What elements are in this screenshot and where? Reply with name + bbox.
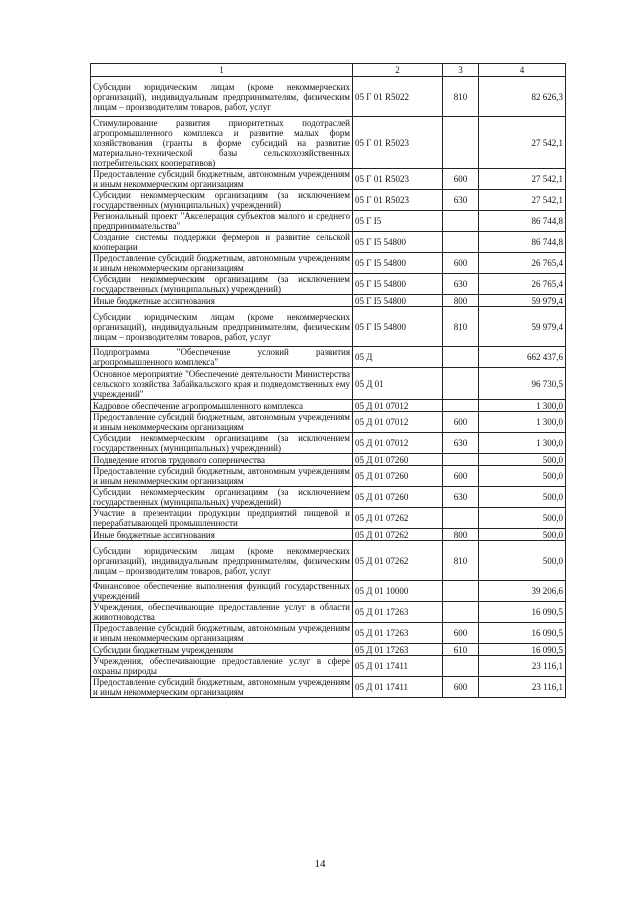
row-name-cell: Субсидии юридическим лицам (кроме некоммерческих организаций), индивидуальным предпринимателям, физическим лицам – производителям товаров, работ, услуг [91,307,353,347]
row-amount-cell: 86 744,8 [479,232,566,253]
row-name-cell: Предоставление субсидий бюджетным, автономным учреждениям и иным некоммерческим организациям [91,466,353,487]
row-amount-cell: 27 542,1 [479,169,566,190]
row-name-cell: Подведение итогов трудового соперничества [91,454,353,466]
table-row [91,623,566,644]
row-expense-type-cell [443,347,479,368]
row-amount-cell: 26 765,4 [479,274,566,295]
table-row [91,487,566,508]
row-code-cell: 05 Г I5 [353,211,443,232]
table-row [91,232,566,253]
row-name-cell: Иные бюджетные ассигнования [91,529,353,541]
column-number-3: 3 [443,64,479,77]
column-number-4: 4 [479,64,566,77]
row-amount-cell: 59 979,4 [479,307,566,347]
table-row [91,412,566,433]
row-expense-type-cell: 810 [443,307,479,347]
row-expense-type-cell [443,454,479,466]
row-code-cell: 05 Д 01 07260 [353,487,443,508]
row-name-cell: Основное мероприятие "Обеспечение деятельности Министерства сельского хозяйства Забайкальского края и подведомственных ему учреждений" [91,368,353,400]
row-amount-cell: 500,0 [479,541,566,581]
row-code-cell: 05 Д 01 17411 [353,656,443,677]
row-name-cell: Предоставление субсидий бюджетным, автономным учреждениям и иным некоммерческим организациям [91,253,353,274]
table-row [91,295,566,307]
row-code-cell: 05 Д 01 10000 [353,581,443,602]
row-amount-cell: 23 116,1 [479,656,566,677]
row-name-cell: Субсидии юридическим лицам (кроме некоммерческих организаций), индивидуальным предпринимателям, физическим лицам – производителям товаров, работ, услуг [91,77,353,117]
table-row [91,602,566,623]
row-code-cell: 05 Д 01 [353,368,443,400]
row-code-cell: 05 Д 01 07012 [353,412,443,433]
row-amount-cell: 1 300,0 [479,412,566,433]
row-expense-type-cell: 600 [443,412,479,433]
table-row [91,307,566,347]
table-row [91,529,566,541]
row-name-cell: Учреждения, обеспечивающие предоставление услуг в области животноводства [91,602,353,623]
row-expense-type-cell [443,232,479,253]
row-code-cell: 05 Г 01 R5022 [353,77,443,117]
row-code-cell: 05 Д 01 17263 [353,602,443,623]
row-amount-cell: 1 300,0 [479,433,566,454]
table-row [91,454,566,466]
row-amount-cell: 1 300,0 [479,400,566,412]
row-code-cell: 05 Д 01 17263 [353,644,443,656]
page-number: 14 [314,858,326,870]
table-row [91,433,566,454]
row-expense-type-cell: 600 [443,253,479,274]
table-row [91,117,566,169]
row-name-cell: Субсидии юридическим лицам (кроме некоммерческих организаций), индивидуальным предпринимателям, физическим лицам – производителям товаров, работ, услуг [91,541,353,581]
table-row [91,274,566,295]
row-amount-cell: 16 090,5 [479,623,566,644]
column-number-2: 2 [353,64,443,77]
row-code-cell: 05 Д 01 17411 [353,677,443,698]
row-name-cell: Предоставление субсидий бюджетным, автономным учреждениям и иным некоммерческим организациям [91,169,353,190]
row-expense-type-cell: 810 [443,77,479,117]
row-code-cell: 05 Д 01 17263 [353,623,443,644]
row-expense-type-cell: 610 [443,644,479,656]
row-name-cell: Региональный проект "Акселерация субъектов малого и среднего предпринимательства" [91,211,353,232]
row-amount-cell: 27 542,1 [479,117,566,169]
row-expense-type-cell: 630 [443,274,479,295]
row-name-cell: Кадровое обеспечение агропромышленного комплекса [91,400,353,412]
row-code-cell: 05 Д 01 07262 [353,541,443,581]
table-row [91,466,566,487]
table-row [91,581,566,602]
table-header-row [91,64,566,77]
table-row [91,190,566,211]
row-amount-cell: 27 542,1 [479,190,566,211]
row-amount-cell: 500,0 [479,466,566,487]
row-code-cell: 05 Г I5 54800 [353,274,443,295]
row-amount-cell: 59 979,4 [479,295,566,307]
table-row [91,541,566,581]
row-name-cell: Предоставление субсидий бюджетным, автономным учреждениям и иным некоммерческим организациям [91,412,353,433]
budget-table [90,63,566,698]
row-expense-type-cell: 600 [443,466,479,487]
table-row [91,368,566,400]
row-expense-type-cell [443,211,479,232]
row-expense-type-cell: 630 [443,190,479,211]
table-row [91,656,566,677]
row-amount-cell: 16 090,5 [479,644,566,656]
row-expense-type-cell [443,400,479,412]
row-name-cell: Субсидии бюджетным учреждениям [91,644,353,656]
row-code-cell: 05 Д 01 07260 [353,466,443,487]
table-row [91,77,566,117]
row-code-cell: 05 Д 01 07262 [353,508,443,529]
row-name-cell: Предоставление субсидий бюджетным, автономным учреждениям и иным некоммерческим организациям [91,677,353,698]
row-amount-cell: 500,0 [479,487,566,508]
row-amount-cell: 39 206,6 [479,581,566,602]
table-row [91,211,566,232]
budget-table-body [91,64,566,698]
table-row [91,644,566,656]
row-code-cell: 05 Г 01 R5023 [353,117,443,169]
row-amount-cell: 96 730,5 [479,368,566,400]
row-expense-type-cell: 800 [443,529,479,541]
row-code-cell: 05 Д 01 07012 [353,433,443,454]
row-amount-cell: 86 744,8 [479,211,566,232]
row-code-cell: 05 Д [353,347,443,368]
row-amount-cell: 26 765,4 [479,253,566,274]
row-expense-type-cell: 600 [443,623,479,644]
row-name-cell: Субсидии некоммерческим организациям (за исключением государственных (муниципальных) учреждений) [91,190,353,211]
row-code-cell: 05 Г I5 54800 [353,232,443,253]
row-name-cell: Учреждения, обеспечивающие предоставление услуг в сфере охраны природы [91,656,353,677]
row-expense-type-cell [443,602,479,623]
row-amount-cell: 500,0 [479,529,566,541]
row-code-cell: 05 Д 01 07260 [353,454,443,466]
row-expense-type-cell [443,656,479,677]
row-name-cell: Участие в презентации продукции предприятий пищевой и перерабатывающей промышленности [91,508,353,529]
row-amount-cell: 82 626,3 [479,77,566,117]
row-expense-type-cell [443,508,479,529]
row-expense-type-cell: 800 [443,295,479,307]
row-expense-type-cell [443,117,479,169]
row-name-cell: Субсидии некоммерческим организациям (за исключением государственных (муниципальных) учреждений) [91,433,353,454]
row-name-cell: Иные бюджетные ассигнования [91,295,353,307]
row-name-cell: Субсидии некоммерческим организациям (за исключением государственных (муниципальных) учреждений) [91,274,353,295]
table-row [91,677,566,698]
row-amount-cell: 16 090,5 [479,602,566,623]
table-row [91,253,566,274]
row-expense-type-cell: 600 [443,169,479,190]
row-amount-cell: 662 437,6 [479,347,566,368]
row-name-cell: Создание системы поддержки фермеров и развитие сельской кооперации [91,232,353,253]
table-row [91,169,566,190]
row-name-cell: Подпрограмма "Обеспечение условий развития агропромышленного комплекса" [91,347,353,368]
row-code-cell: 05 Г 01 R5023 [353,190,443,211]
row-expense-type-cell [443,581,479,602]
row-code-cell: 05 Г I5 54800 [353,253,443,274]
row-name-cell: Предоставление субсидий бюджетным, автономным учреждениям и иным некоммерческим организациям [91,623,353,644]
row-code-cell: 05 Г I5 54800 [353,307,443,347]
table-row [91,508,566,529]
row-name-cell: Финансовое обеспечение выполнения функций государственных учреждений [91,581,353,602]
column-number-1: 1 [91,64,353,77]
row-expense-type-cell: 630 [443,487,479,508]
row-amount-cell: 23 116,1 [479,677,566,698]
row-code-cell: 05 Г 01 R5023 [353,169,443,190]
row-code-cell: 05 Г I5 54800 [353,295,443,307]
row-code-cell: 05 Д 01 07012 [353,400,443,412]
row-amount-cell: 500,0 [479,454,566,466]
table-row [91,400,566,412]
row-name-cell: Субсидии некоммерческим организациям (за исключением государственных (муниципальных) учреждений) [91,487,353,508]
row-expense-type-cell: 630 [443,433,479,454]
row-name-cell: Стимулирование развития приоритетных подотраслей агропромышленного комплекса и развитие малых форм хозяйствования (гранты в форме субсидий на развитие материально-технической базы сельскохозяйственных потребительских кооперативов) [91,117,353,169]
row-expense-type-cell: 600 [443,677,479,698]
table-row [91,347,566,368]
row-code-cell: 05 Д 01 07262 [353,529,443,541]
row-expense-type-cell [443,368,479,400]
row-expense-type-cell: 810 [443,541,479,581]
row-amount-cell: 500,0 [479,508,566,529]
